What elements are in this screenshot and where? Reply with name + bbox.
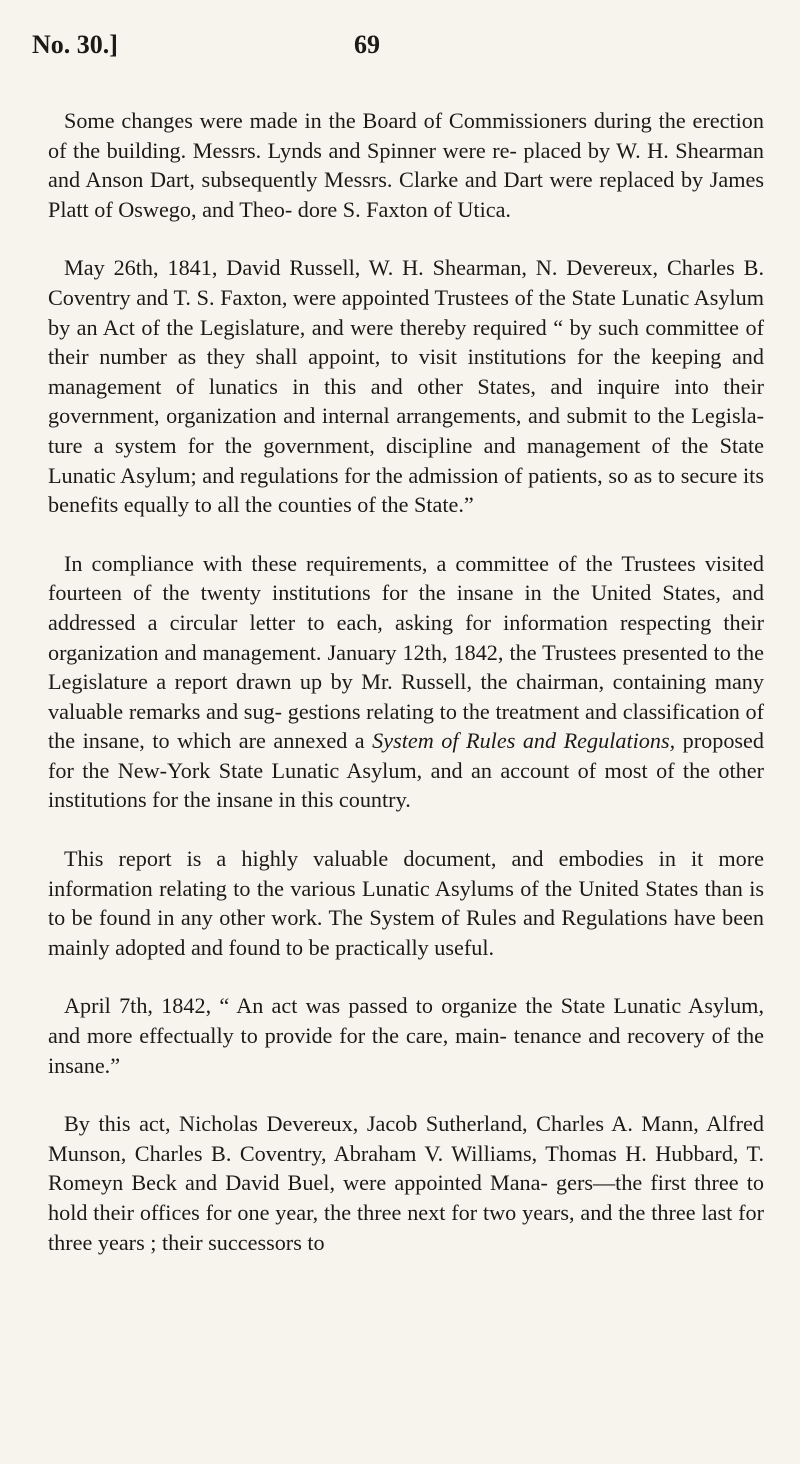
page-number: 69 [354, 30, 380, 59]
paragraph-text-after-title: proposed for the New-York State Lunatic Asylum, and an account of most of the other institutions for the insane in this country. [48, 728, 764, 813]
paragraph-commissioners-changes: Some changes were made in the Board of Commissioners during the erection of the building. Messrs. Lynds and Spinner were re- placed by W. H. Shearman and Anson Dart, subsequently Messrs. Clarke and Dart were replaced by James Platt of Oswego, and Theo- dore S. Faxton of Utica. [48, 108, 764, 222]
body-text [48, 106, 764, 1286]
running-head [32, 30, 768, 70]
paragraph-report-value: This report is a highly valuable document, and embodies in it more information relating to the various Lunatic Asylums of the United States than is to be found in any other work. The System of Rules and Regulations have been mainly adopted and found to be practically useful. [48, 846, 764, 960]
paragraph-managers-appointed: By this act, Nicholas Devereux, Jacob Sutherland, Charles A. Mann, Alfred Munson, Charles B. Coventry, Abraham V. Williams, Thomas H. Hubbard, T. Romeyn Beck and David Buel, were appointed Mana- gers—the first three to hold their offices for one year, the three next for two years, and the three last for three years ; their successors to [48, 1111, 764, 1255]
section-reference: No. 30.] [32, 30, 118, 59]
paragraph-act-passed: April 7th, 1842, “ An act was passed to organize the State Lunatic Asylum, and more effectually to provide for the care, main- tenance and recovery of the insane.” [48, 993, 764, 1078]
italic-title: System of Rules and Regulations, [372, 728, 676, 754]
paragraph-committee-report [48, 549, 764, 815]
paragraph-trustees-appointed: May 26th, 1841, David Russell, W. H. Shearman, N. Devereux, Charles B. Coventry and T. S. Faxton, were appointed Trustees of the State Lunatic Asylum by an Act of the Legislature, and were thereby required “ by such committee of their number as they shall appoint, to visit institutions for the keeping and management of lunatics in this and other States, and inquire into their government, organization and internal arrangements, and submit to the Legisla- ture a system for the government, discipline and management of the State Lunatic Asylum; and regulations for the admission of patients, so as to secure its benefits equally to all the counties of the State.” [48, 255, 764, 518]
paragraph-text-before-title: In compliance with these requirements, a committee of the Trustees visited fourteen of the twenty institutions for the insane in the United States, and addressed a circular letter to each, asking for information respecting their organization and management. January 12th, 1842, the Trustees presented to the Legislature a report drawn up by Mr. Russell, the chairman, containing many valuable remarks and sug- gestions relating to the treatment and classification of the insane, to which are annexed a [48, 550, 764, 754]
